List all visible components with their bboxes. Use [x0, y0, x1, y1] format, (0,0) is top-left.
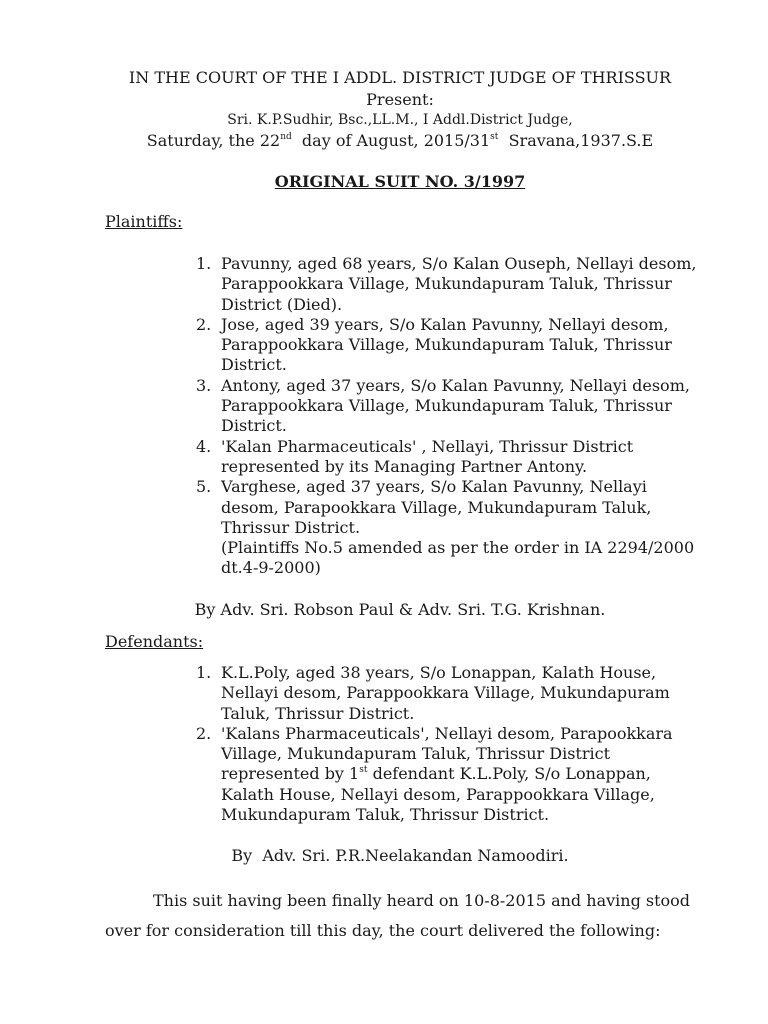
- present-label: Present:: [366, 90, 434, 109]
- defendant-text-a: 'Kalans Pharmaceuticals', Nellayi desom, Parapookkara Village, Mukundapuram Taluk, Thrissur District represented by 1: [221, 723, 673, 784]
- plaintiff-item: [196, 254, 706, 315]
- plaintiffs-heading: Plaintiffs:: [105, 212, 183, 231]
- defendant-text-b: defendant K.L.Poly, S/o Lonappan, Kalath House, Nellayi desom, Parappookkara Village, Mukundapuram Taluk, Thrissur District.: [221, 764, 655, 825]
- ordinal-suffix: st: [359, 765, 368, 776]
- list-number: 2.: [196, 723, 212, 743]
- defendants-heading: Defendants:: [105, 632, 204, 651]
- plaintiff-text: Pavunny, aged 68 years, S/o Kalan Ouseph, Nellayi desom, Parappookkara Village, Mukundapuram Taluk, Thrissur District (Died).: [221, 254, 697, 314]
- defendant-text: K.L.Poly, aged 38 years, S/o Lonappan, Kalath House, Nellayi desom, Parappookkara Village, Mukundapuram Taluk, Thrissur District.: [221, 663, 670, 723]
- date-ordinal-2: st: [490, 132, 499, 142]
- list-number: 5.: [196, 477, 212, 497]
- plaintiffs-list: [196, 254, 706, 579]
- plaintiffs-counsel: By Adv. Sri. Robson Paul & Adv. Sri. T.G. Krishnan.: [194, 600, 606, 619]
- suit-title: ORIGINAL SUIT NO. 3/1997: [274, 172, 526, 191]
- defendants-list: [196, 663, 706, 825]
- date-ordinal-1: nd: [280, 132, 292, 142]
- plaintiff-item: [196, 315, 706, 376]
- plaintiff-text: 'Kalan Pharmaceuticals' , Nellayi, Thrissur District represented by its Managing Partner Antony.: [221, 436, 634, 476]
- list-number: 1.: [196, 254, 212, 273]
- hearing-date: [0, 131, 768, 150]
- list-number: 2.: [196, 314, 212, 334]
- list-number: 4.: [196, 436, 212, 456]
- judge-name: Sri. K.P.Sudhir, Bsc.,LL.M., I Addl.District Judge,: [227, 112, 573, 128]
- amendment-note: (Plaintiffs No.5 amended as per the order in IA 2294/2000 dt.4-9-2000): [221, 538, 695, 578]
- defendant-item: [196, 663, 706, 724]
- plaintiff-text: Varghese, aged 37 years, S/o Kalan Pavunny, Nellayi desom, Parapookkara Village, Mukundapuram Taluk, Thrissur District.: [221, 477, 652, 537]
- list-number: 1.: [196, 663, 212, 682]
- plaintiff-item: [196, 477, 706, 578]
- closing-paragraph: This suit having been finally heard on 10-8-2015 and having stood over for consideration till this day, the court delivered the following:: [105, 891, 691, 940]
- list-number: 3.: [196, 375, 212, 395]
- plaintiff-item: [196, 376, 706, 437]
- defendants-counsel: By Adv. Sri. P.R.Neelakandan Namoodiri.: [231, 846, 569, 865]
- date-middle: day of August, 2015/31: [291, 131, 491, 150]
- plaintiff-text: Jose, aged 39 years, S/o Kalan Pavunny, Nellayi desom, Parappookkara Village, Mukundapuram Taluk, Thrissur District.: [221, 314, 672, 375]
- plaintiff-text: Antony, aged 37 years, S/o Kalan Pavunny, Nellayi desom, Parappookkara Village, Mukundapuram Taluk, Thrissur District.: [221, 375, 690, 436]
- date-suffix: Sravana,1937.S.E: [498, 131, 654, 150]
- plaintiff-item: [196, 437, 706, 478]
- court-title: IN THE COURT OF THE I ADDL. DISTRICT JUDGE OF THRISSUR: [128, 68, 672, 87]
- defendant-item: [196, 724, 706, 825]
- date-prefix: Saturday, the 22: [146, 131, 281, 150]
